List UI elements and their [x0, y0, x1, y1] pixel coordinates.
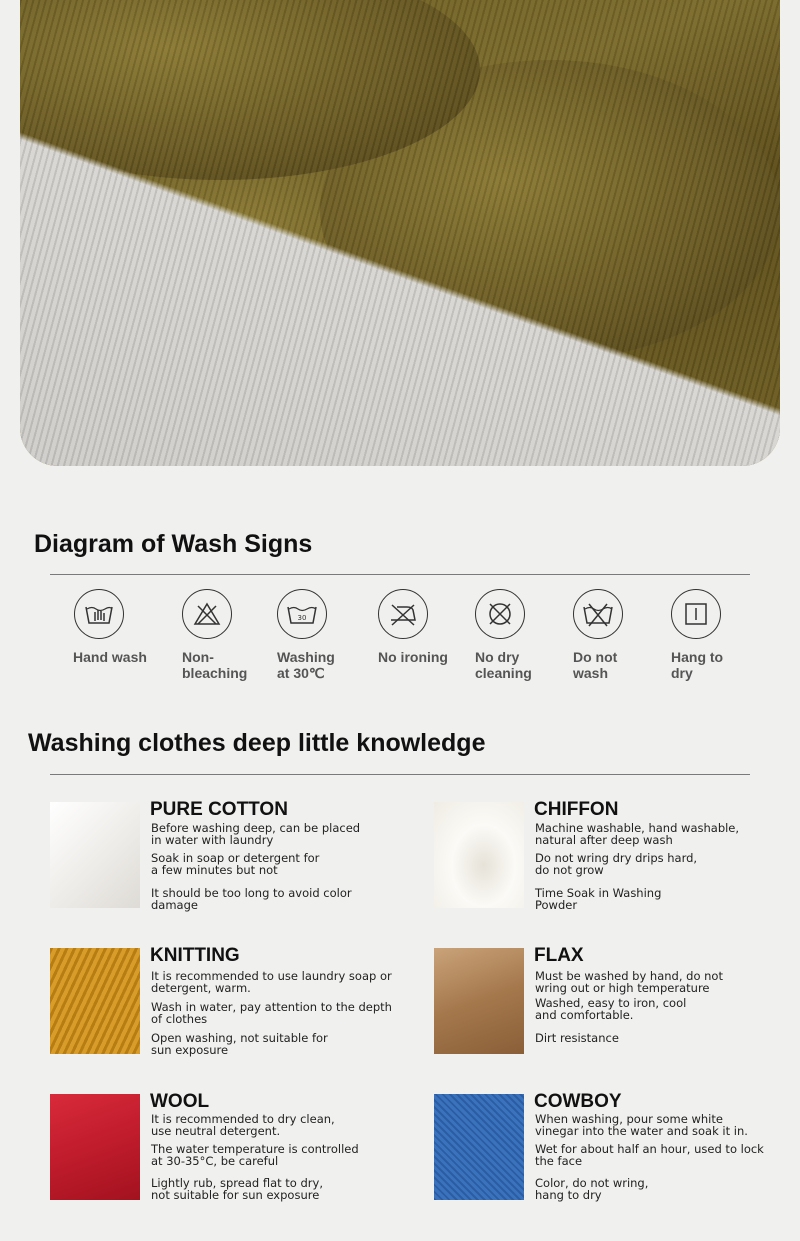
divider — [50, 774, 750, 775]
sign-label: Hang to dry — [671, 649, 724, 681]
non-bleaching-icon — [182, 589, 232, 639]
fabric-tip: Open washing, not suitable for sun exposure — [151, 1031, 328, 1057]
fabric-tip: Wet for about half an hour, used to lock the face — [535, 1142, 764, 1168]
sign-hand-wash — [74, 589, 174, 665]
do-not-wash-icon — [573, 589, 623, 639]
fabric-name: FLAX — [534, 945, 584, 966]
no-ironing-icon — [378, 589, 428, 639]
sign-hang-to-dry — [671, 589, 771, 681]
fabric-tip: Wash in water, pay attention to the depth of clothes — [151, 1000, 392, 1026]
sign-label: Non- bleaching — [182, 649, 248, 681]
no-dry-cleaning-icon — [475, 589, 525, 639]
temperature-badge: 30 — [297, 614, 307, 622]
fabric-tip: The water temperature is controlled at 30-35°C, be careful — [151, 1142, 359, 1168]
sign-no-dry-cleaning — [475, 589, 575, 681]
sign-do-not-wash — [573, 589, 673, 681]
fabric-tip: It should be too long to avoid color damage — [151, 886, 352, 912]
fabric-card-pure-cotton — [50, 799, 400, 912]
fabric-tip: Lightly rub, spread flat to dry, not suitable for sun exposure — [151, 1176, 323, 1202]
fabric-name: PURE COTTON — [150, 799, 288, 820]
sign-label: Washing at 30℃ — [277, 649, 335, 681]
fabric-name: COWBOY — [534, 1091, 622, 1112]
fabric-card-flax — [434, 945, 784, 1058]
sweater-photo — [20, 0, 780, 466]
fabric-card-chiffon — [434, 799, 784, 912]
fabric-tip: Washed, easy to iron, cool and comfortable. — [535, 996, 687, 1022]
fabric-card-knitting — [50, 945, 400, 1058]
fabric-tip: Must be washed by hand, do not wring out or high temperature — [535, 969, 723, 995]
sign-no-ironing — [378, 589, 478, 665]
fabric-name: KNITTING — [150, 945, 240, 966]
divider — [50, 574, 750, 575]
fabric-card-cowboy — [434, 1091, 784, 1204]
fabric-swatch — [434, 1094, 524, 1200]
sign-label: No dry cleaning — [475, 649, 532, 681]
sign-washing-30 — [277, 589, 377, 681]
fabric-card-wool — [50, 1091, 400, 1204]
fabric-swatch — [50, 1094, 140, 1200]
fabric-tip: Color, do not wring, hang to dry — [535, 1176, 649, 1202]
hand-wash-icon — [74, 589, 124, 639]
washing-30-icon — [277, 589, 327, 639]
fabric-name: WOOL — [150, 1091, 210, 1112]
wash-signs-title: Diagram of Wash Signs — [34, 530, 313, 558]
sign-non-bleaching — [182, 589, 282, 681]
fabric-tip: Soak in soap or detergent for a few minutes but not — [151, 851, 320, 877]
fabric-tip: It is recommended to use laundry soap or detergent, warm. — [151, 969, 392, 995]
fabric-tip: Time Soak in Washing Powder — [535, 886, 662, 912]
sign-label: No ironing — [378, 649, 448, 665]
hang-to-dry-icon — [671, 589, 721, 639]
sign-label: Do not wash — [573, 649, 618, 681]
fabric-tip: Do not wring dry drips hard, do not grow — [535, 851, 698, 877]
fabric-swatch — [50, 802, 140, 908]
rib-knit-texture — [20, 0, 780, 466]
sign-label: Hand wash — [73, 649, 147, 665]
fabric-tip: It is recommended to dry clean, use neutral detergent. — [151, 1112, 335, 1138]
knowledge-title: Washing clothes deep little knowledge — [28, 729, 486, 757]
fabric-swatch — [50, 948, 140, 1054]
fabric-tip: When washing, pour some white vinegar into the water and soak it in. — [535, 1112, 748, 1138]
fabric-tip: Machine washable, hand washable, natural after deep wash — [535, 821, 740, 847]
fabric-tip: Before washing deep, can be placed in water with laundry — [151, 821, 361, 847]
fabric-tip: Dirt resistance — [535, 1031, 619, 1045]
fabric-swatch — [434, 802, 524, 908]
fabric-swatch — [434, 948, 524, 1054]
fabric-name: CHIFFON — [534, 799, 619, 820]
